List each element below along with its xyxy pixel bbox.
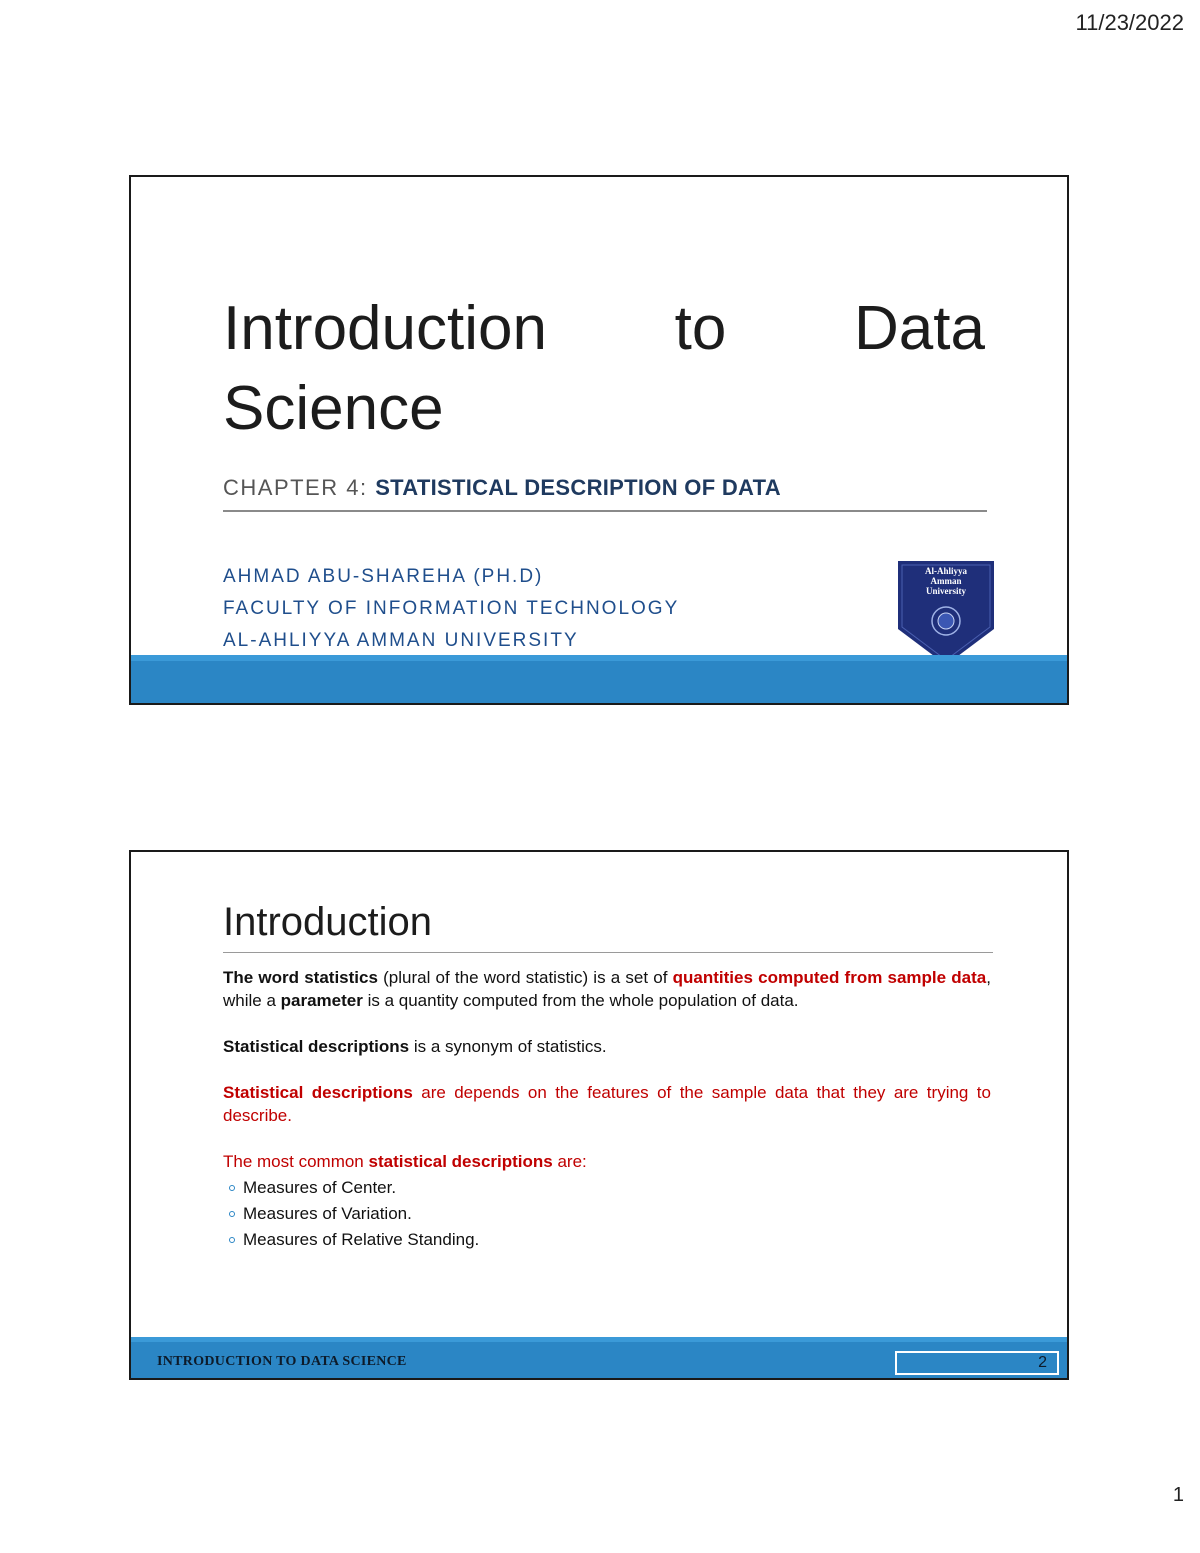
paragraph [223,1035,991,1058]
university-name: AL-AHLIYYA AMMAN UNIVERSITY [223,630,579,651]
list-item [223,1201,991,1227]
logo-text-line: University [926,586,966,596]
slide-content [223,966,991,1253]
list-item-text: Measures of Variation. [243,1204,412,1223]
term-statistical-descriptions: Statistical descriptions [223,1037,410,1056]
logo-text-line: Amman [930,576,962,586]
title-word: to [674,294,727,363]
title-word: Introduction [223,294,547,363]
paragraph [223,966,991,1012]
term-parameter: parameter [280,991,363,1010]
text-run: (plural of the word statistic) is a set of [377,968,673,987]
list-item-text: Measures of Relative Standing. [243,1230,480,1249]
text-run: are: [552,1152,587,1171]
text-run: , while a [223,968,991,1010]
heading-divider [223,952,993,953]
paragraph [223,1081,991,1127]
page-date: 11/23/2022 [1075,10,1184,35]
paragraph [223,1150,991,1173]
chapter-subtitle [223,475,781,501]
bullet-icon [229,1237,235,1243]
bullet-icon [229,1211,235,1217]
university-shield-icon [898,561,994,665]
footer-title: INTRODUCTION TO DATA SCIENCE [157,1354,407,1369]
faculty-name: FACULTY OF INFORMATION TECHNOLOGY [223,598,680,619]
list-item [223,1175,991,1201]
bullet-icon [229,1185,235,1191]
slide-heading: Introduction [223,900,433,944]
slide-number: 2 [1038,1354,1047,1371]
list-item [223,1227,991,1253]
author-name: AHMAD ABU-SHAREHA (PH.D) [223,566,544,587]
subtitle-divider [223,510,987,512]
slide-title [223,289,985,449]
term-statistics: The word statistics [223,968,378,987]
title-line-2: Science [223,374,444,443]
chapter-prefix: CHAPTER 4: [223,475,376,500]
chapter-title: STATISTICAL DESCRIPTION OF DATA [375,475,781,500]
title-word: Data [854,294,985,363]
title-slide [129,175,1069,705]
text-run: The most common [223,1152,369,1171]
page-number: 1 [1172,1484,1184,1506]
text-run: is a synonym of statistics. [409,1037,607,1056]
term-statistical-descriptions: Statistical descriptions [223,1083,413,1102]
slide-number-box [895,1351,1059,1375]
slide-bottom-band [131,655,1067,703]
list-item-text: Measures of Center. [243,1178,397,1197]
text-run: are depends on the features of the sample data that they are trying to describe. [223,1083,991,1125]
logo-text-line: Al-Ahliyya [924,566,968,576]
content-slide [129,850,1069,1380]
term-statistical-descriptions: statistical descriptions [368,1152,553,1171]
bullet-list [223,1175,991,1253]
slide-footer [131,1337,1067,1378]
emphasis-quantities: quantities computed from sample data [672,968,987,987]
author-block [223,561,679,657]
text-run: is a quantity computed from the whole population of data. [362,991,799,1010]
